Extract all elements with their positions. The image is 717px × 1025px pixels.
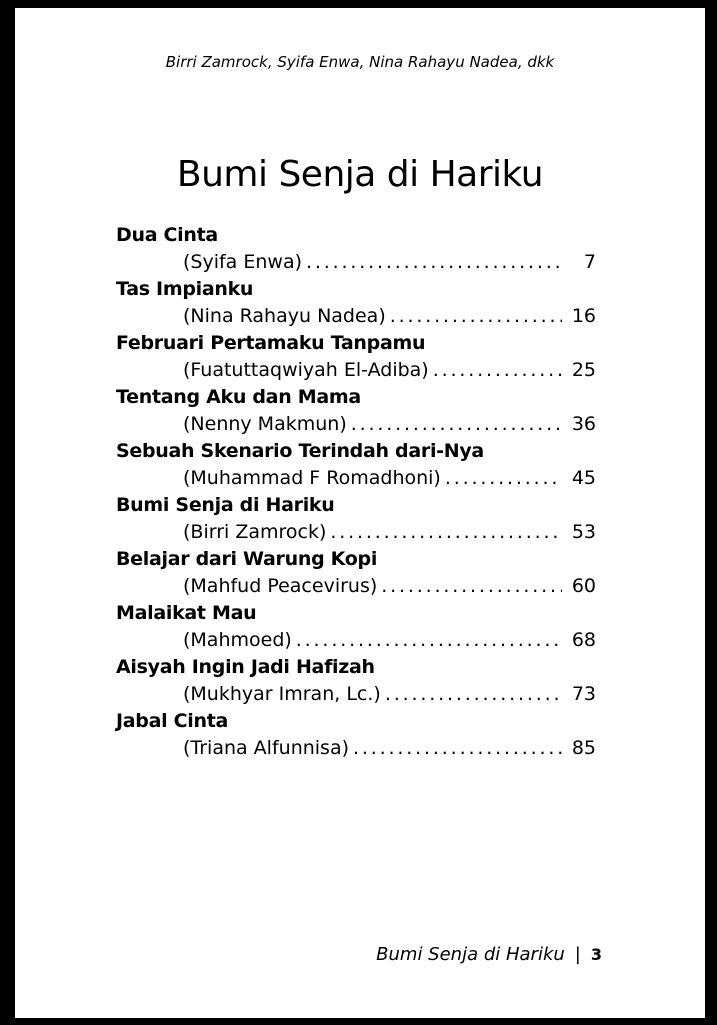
toc-entry-line bbox=[116, 357, 596, 384]
toc-entry-page: 7 bbox=[583, 251, 596, 273]
toc-entry-author: (Fuatuttaqwiyah El-Adiba) bbox=[183, 359, 429, 381]
toc-entry-page: 73 bbox=[571, 683, 596, 705]
toc-dot-leader bbox=[385, 681, 562, 708]
toc-dot-leader bbox=[330, 519, 562, 546]
toc-entry-title: Bumi Senja di Hariku bbox=[116, 494, 335, 516]
table-of-contents bbox=[116, 222, 596, 762]
toc-dot-leader bbox=[381, 573, 562, 600]
toc-entry-line bbox=[116, 573, 596, 600]
toc-entry-line bbox=[116, 465, 596, 492]
toc-entry[interactable] bbox=[116, 708, 596, 762]
toc-entry[interactable] bbox=[116, 438, 596, 492]
toc-entry-line bbox=[116, 627, 596, 654]
running-header-authors: Birri Zamrock, Syifa Enwa, Nina Rahayu Nadea, dkk bbox=[165, 53, 555, 71]
toc-dot-leader bbox=[445, 465, 562, 492]
toc-entry[interactable] bbox=[116, 600, 596, 654]
toc-entry-page: 68 bbox=[571, 629, 596, 651]
footer-page-number: 3 bbox=[590, 945, 602, 964]
toc-entry[interactable] bbox=[116, 492, 596, 546]
toc-entry-author: (Mahfud Peacevirus) bbox=[183, 575, 378, 597]
toc-entry-author: (Nenny Makmun) bbox=[183, 413, 347, 435]
toc-entry-title: Jabal Cinta bbox=[116, 710, 229, 732]
toc-entry[interactable] bbox=[116, 546, 596, 600]
toc-entry-line bbox=[116, 249, 596, 276]
toc-entry-author: (Muhammad F Romadhoni) bbox=[183, 467, 441, 489]
footer-book-title: Bumi Senja di Hariku bbox=[376, 944, 565, 965]
toc-dot-leader bbox=[353, 735, 562, 762]
toc-entry-page: 36 bbox=[571, 413, 596, 435]
page-title: Bumi Senja di Hariku bbox=[176, 154, 544, 195]
toc-entry-page: 85 bbox=[571, 737, 596, 759]
toc-entry[interactable] bbox=[116, 654, 596, 708]
toc-entry-author: (Mahmoed) bbox=[183, 629, 292, 651]
toc-entry-author: (Syifa Enwa) bbox=[183, 251, 303, 273]
toc-entry-line bbox=[116, 411, 596, 438]
footer-separator: | bbox=[574, 944, 581, 965]
toc-entry-title: Sebuah Skenario Terindah dari-Nya bbox=[116, 440, 484, 462]
toc-entry-title: Tas Impianku bbox=[116, 278, 254, 300]
toc-entry-title: Dua Cinta bbox=[116, 224, 218, 246]
toc-entry-title: Malaikat Mau bbox=[116, 602, 257, 624]
toc-entry-line bbox=[116, 519, 596, 546]
toc-entry-title: Belajar dari Warung Kopi bbox=[116, 548, 378, 570]
toc-entry-title: Aisyah Ingin Jadi Hafizah bbox=[116, 656, 375, 678]
toc-entry-page: 25 bbox=[571, 359, 596, 381]
toc-entry-page: 16 bbox=[571, 305, 596, 327]
toc-entry-line bbox=[116, 735, 596, 762]
toc-entry-author: (Birri Zamrock) bbox=[183, 521, 327, 543]
toc-entry-author: (Triana Alfunnisa) bbox=[183, 737, 350, 759]
toc-dot-leader bbox=[390, 303, 562, 330]
toc-dot-leader bbox=[351, 411, 562, 438]
toc-entry[interactable] bbox=[116, 276, 596, 330]
toc-entry-title: Tentang Aku dan Mama bbox=[116, 386, 361, 408]
toc-entry[interactable] bbox=[116, 384, 596, 438]
toc-entry[interactable] bbox=[116, 330, 596, 384]
toc-entry-author: (Nina Rahayu Nadea) bbox=[183, 305, 386, 327]
toc-dot-leader bbox=[433, 357, 562, 384]
toc-dot-leader bbox=[296, 627, 562, 654]
toc-entry-author: (Mukhyar Imran, Lc.) bbox=[183, 683, 381, 705]
toc-entry-title: Februari Pertamaku Tanpamu bbox=[116, 332, 426, 354]
toc-entry-page: 45 bbox=[571, 467, 596, 489]
toc-entry-page: 53 bbox=[571, 521, 596, 543]
toc-entry-page: 60 bbox=[571, 575, 596, 597]
toc-dot-leader bbox=[306, 249, 562, 276]
book-page bbox=[15, 8, 705, 1018]
page-footer bbox=[376, 944, 602, 965]
toc-entry-line bbox=[116, 681, 596, 708]
toc-entry[interactable] bbox=[116, 222, 596, 276]
toc-entry-line bbox=[116, 303, 596, 330]
